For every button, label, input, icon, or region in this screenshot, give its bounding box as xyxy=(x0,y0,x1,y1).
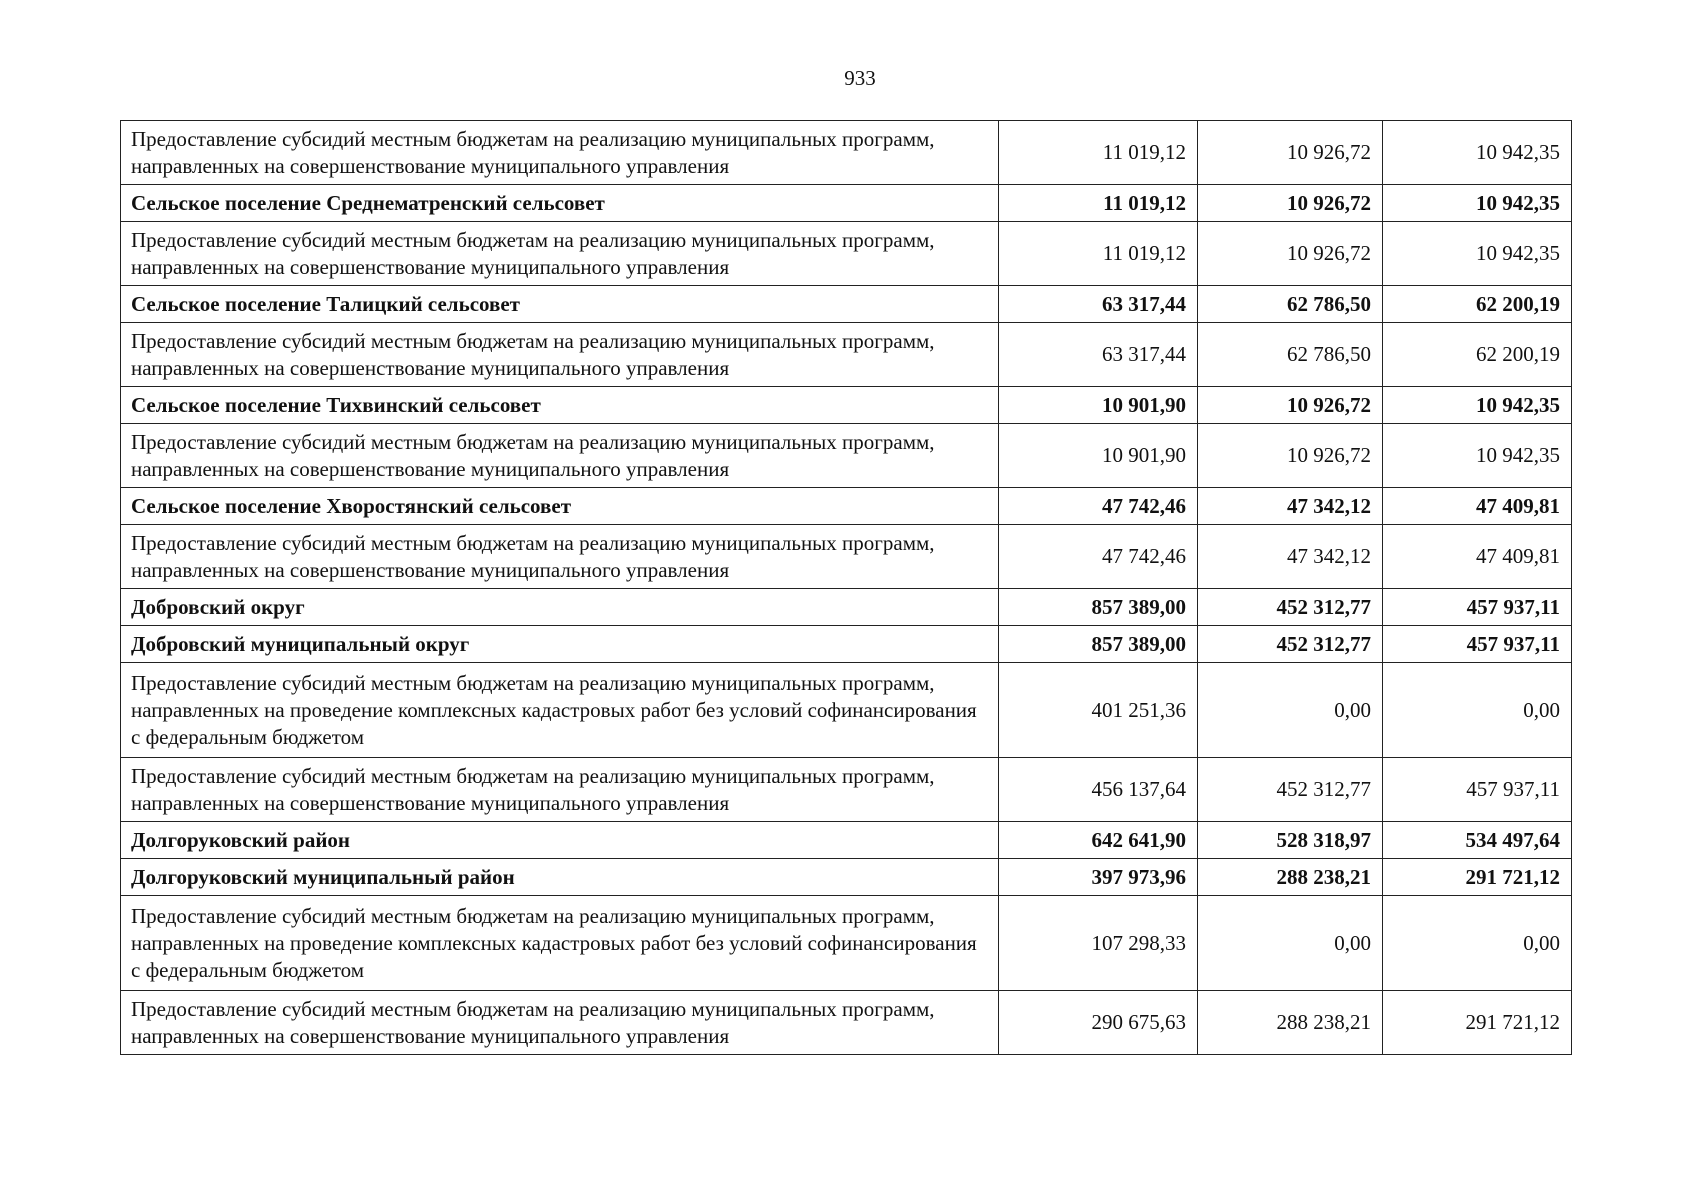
row-name-cell: Предоставление субсидий местным бюджетам на реализацию муниципальных программ, направленных на совершенствование муниципального управления xyxy=(121,323,999,387)
row-value-year1-cell: 857 389,00 xyxy=(999,589,1198,626)
row-name-cell: Предоставление субсидий местным бюджетам на реализацию муниципальных программ, направленных на совершенствование муниципального управления xyxy=(121,121,999,185)
table-row xyxy=(121,323,1572,387)
row-name-cell: Добровский муниципальный округ xyxy=(121,626,999,663)
row-name-cell: Предоставление субсидий местным бюджетам на реализацию муниципальных программ, направленных на совершенствование муниципального управления xyxy=(121,758,999,822)
row-value-year2-cell: 10 926,72 xyxy=(1198,185,1383,222)
table-row-subtotal xyxy=(121,185,1572,222)
row-value-year1-cell: 11 019,12 xyxy=(999,121,1198,185)
row-value-year2-cell: 47 342,12 xyxy=(1198,525,1383,589)
row-value-year1-cell: 10 901,90 xyxy=(999,424,1198,488)
page-number: 933 xyxy=(844,66,876,90)
row-value-year1-cell: 107 298,33 xyxy=(999,896,1198,991)
row-value-year3-cell: 457 937,11 xyxy=(1383,589,1572,626)
row-value-year1-cell: 11 019,12 xyxy=(999,185,1198,222)
row-value-year3-cell: 534 497,64 xyxy=(1383,822,1572,859)
table-row-subtotal xyxy=(121,859,1572,896)
table-row-subtotal xyxy=(121,626,1572,663)
row-value-year2-cell: 452 312,77 xyxy=(1198,758,1383,822)
row-value-year1-cell: 456 137,64 xyxy=(999,758,1198,822)
row-value-year3-cell: 62 200,19 xyxy=(1383,286,1572,323)
row-value-year2-cell: 62 786,50 xyxy=(1198,286,1383,323)
row-value-year1-cell: 397 973,96 xyxy=(999,859,1198,896)
row-value-year1-cell: 47 742,46 xyxy=(999,488,1198,525)
row-value-year2-cell: 10 926,72 xyxy=(1198,121,1383,185)
table-row xyxy=(121,663,1572,758)
budget-table xyxy=(120,120,1572,1055)
row-value-year3-cell: 10 942,35 xyxy=(1383,121,1572,185)
row-value-year3-cell: 291 721,12 xyxy=(1383,991,1572,1055)
row-value-year3-cell: 10 942,35 xyxy=(1383,185,1572,222)
row-name-cell: Добровский округ xyxy=(121,589,999,626)
table-row-subtotal xyxy=(121,822,1572,859)
row-value-year3-cell: 457 937,11 xyxy=(1383,626,1572,663)
table-row xyxy=(121,758,1572,822)
table-row-subtotal xyxy=(121,387,1572,424)
row-value-year1-cell: 47 742,46 xyxy=(999,525,1198,589)
row-value-year3-cell: 0,00 xyxy=(1383,896,1572,991)
row-value-year3-cell: 62 200,19 xyxy=(1383,323,1572,387)
row-name-cell: Сельское поселение Тихвинский сельсовет xyxy=(121,387,999,424)
row-value-year3-cell: 47 409,81 xyxy=(1383,488,1572,525)
row-name-cell: Долгоруковский район xyxy=(121,822,999,859)
row-value-year1-cell: 642 641,90 xyxy=(999,822,1198,859)
row-name-cell: Сельское поселение Хворостянский сельсовет xyxy=(121,488,999,525)
row-value-year1-cell: 290 675,63 xyxy=(999,991,1198,1055)
table-row xyxy=(121,222,1572,286)
row-value-year2-cell: 47 342,12 xyxy=(1198,488,1383,525)
table-row xyxy=(121,896,1572,991)
row-value-year2-cell: 288 238,21 xyxy=(1198,859,1383,896)
row-value-year1-cell: 11 019,12 xyxy=(999,222,1198,286)
table-row-subtotal xyxy=(121,488,1572,525)
row-value-year3-cell: 47 409,81 xyxy=(1383,525,1572,589)
row-value-year2-cell: 452 312,77 xyxy=(1198,589,1383,626)
row-name-cell: Предоставление субсидий местным бюджетам на реализацию муниципальных программ, направленных на совершенствование муниципального управления xyxy=(121,424,999,488)
row-value-year2-cell: 10 926,72 xyxy=(1198,424,1383,488)
row-value-year1-cell: 63 317,44 xyxy=(999,323,1198,387)
row-name-cell: Предоставление субсидий местным бюджетам на реализацию муниципальных программ, направленных на проведение комплексных кадастровых работ без условий софинансирования с федеральным бюджетом xyxy=(121,663,999,758)
table-row xyxy=(121,424,1572,488)
row-value-year2-cell: 62 786,50 xyxy=(1198,323,1383,387)
row-value-year3-cell: 291 721,12 xyxy=(1383,859,1572,896)
row-value-year3-cell: 10 942,35 xyxy=(1383,424,1572,488)
row-name-cell: Долгоруковский муниципальный район xyxy=(121,859,999,896)
row-value-year2-cell: 528 318,97 xyxy=(1198,822,1383,859)
row-value-year3-cell: 457 937,11 xyxy=(1383,758,1572,822)
table-row xyxy=(121,525,1572,589)
row-name-cell: Предоставление субсидий местным бюджетам на реализацию муниципальных программ, направленных на совершенствование муниципального управления xyxy=(121,222,999,286)
table-row xyxy=(121,991,1572,1055)
table-row xyxy=(121,121,1572,185)
row-value-year3-cell: 0,00 xyxy=(1383,663,1572,758)
row-value-year1-cell: 401 251,36 xyxy=(999,663,1198,758)
row-name-cell: Сельское поселение Талицкий сельсовет xyxy=(121,286,999,323)
table-body xyxy=(121,121,1572,1055)
row-value-year2-cell: 452 312,77 xyxy=(1198,626,1383,663)
row-value-year2-cell: 288 238,21 xyxy=(1198,991,1383,1055)
row-value-year1-cell: 10 901,90 xyxy=(999,387,1198,424)
table-row-subtotal xyxy=(121,589,1572,626)
row-value-year2-cell: 0,00 xyxy=(1198,896,1383,991)
row-name-cell: Предоставление субсидий местным бюджетам на реализацию муниципальных программ, направленных на совершенствование муниципального управления xyxy=(121,525,999,589)
row-name-cell: Предоставление субсидий местным бюджетам на реализацию муниципальных программ, направленных на проведение комплексных кадастровых работ без условий софинансирования с федеральным бюджетом xyxy=(121,896,999,991)
row-value-year2-cell: 10 926,72 xyxy=(1198,387,1383,424)
row-value-year3-cell: 10 942,35 xyxy=(1383,222,1572,286)
row-name-cell: Предоставление субсидий местным бюджетам на реализацию муниципальных программ, направленных на совершенствование муниципального управления xyxy=(121,991,999,1055)
row-value-year2-cell: 10 926,72 xyxy=(1198,222,1383,286)
row-name-cell: Сельское поселение Среднематренский сельсовет xyxy=(121,185,999,222)
row-value-year1-cell: 63 317,44 xyxy=(999,286,1198,323)
row-value-year3-cell: 10 942,35 xyxy=(1383,387,1572,424)
row-value-year2-cell: 0,00 xyxy=(1198,663,1383,758)
table-row-subtotal xyxy=(121,286,1572,323)
row-value-year1-cell: 857 389,00 xyxy=(999,626,1198,663)
